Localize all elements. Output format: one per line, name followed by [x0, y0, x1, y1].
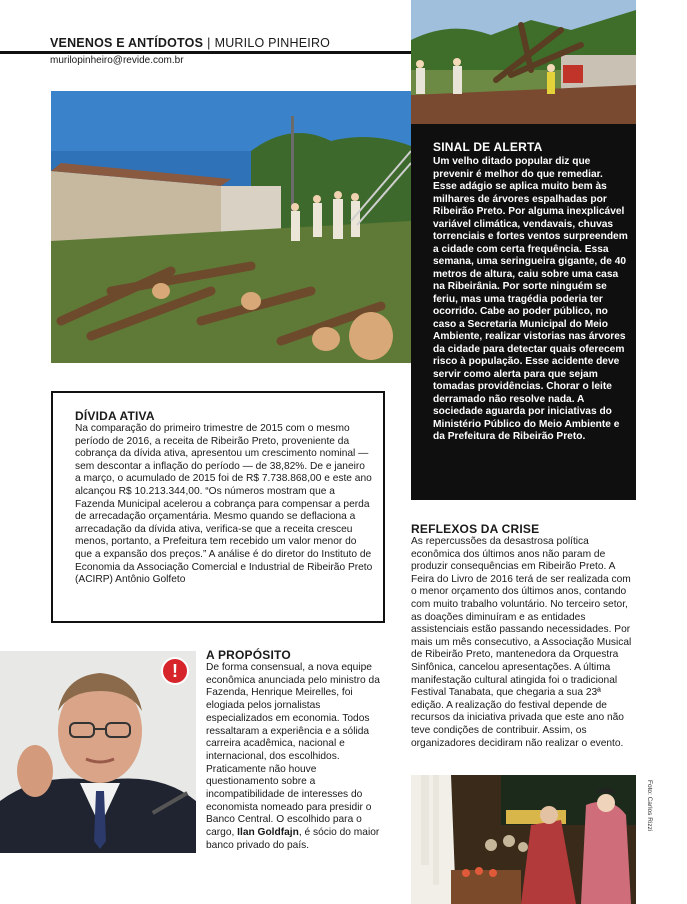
column-name: VENENOS E ANTÍDOTOS	[50, 36, 204, 50]
photo-workers-fallen-tree	[411, 0, 636, 124]
header-rule	[0, 51, 411, 54]
proposito-body-start: De forma consensual, a nova equipe econômica anunciada pelo ministro da Fazenda, Henrique Meirelles, foi elogiada pelos jornalistas especializados em economia. Todos ressaltaram a experiência e a sólida carreira acadêmica, nacional e internacional, dos escolhidos. Praticamente não houve questionamento sobre a incompatibilidade de interesses do economista nomeado para presidir o Banco Central. O escolhido para o cargo,	[206, 662, 380, 839]
author-name: MURILO PINHEIRO	[214, 36, 331, 50]
photo-fallen-tree-house	[51, 91, 411, 363]
author-email[interactable]: murilopinheiro@revide.com.br	[50, 55, 184, 66]
photo-tanabata-festival	[411, 775, 636, 904]
column-header	[50, 36, 330, 50]
debt-box	[51, 391, 385, 623]
debt-title: DÍVIDA ATIVA	[75, 409, 155, 423]
header-separator: |	[207, 36, 211, 50]
proposito-body-end: , é sócio do maior banco privado do país.	[206, 827, 380, 851]
alert-box	[411, 124, 636, 500]
alert-exclamation-icon: !	[161, 657, 189, 685]
proposito-title: A PROPÓSITO	[206, 648, 291, 662]
proposito-body	[206, 662, 384, 853]
debt-body: Na comparação do primeiro trimestre de 2015 com o mesmo período de 2016, a receita de Ribeirão Preto, proveniente da cobrança da dívida ativa, apresentou um crescimento nominal — sem descontar a inflação do período — de 38,82%. De e janeiro a março, o acumulado de 2015 foi de R$ 7.738.868,00 e este ano alcançou R$ 10.213.344,00. “Os números mostram que a Fazenda Municipal acelerou a cobrança para compensar a perda de arrecadação orçamentária. Mesmo quando se deflaciona a arrecadação da dívida ativa, verifica-se que a receita cresceu menos, portanto, a Prefeitura tem recebido um valor menor do que a expansão dos preços.” A análise é do diretor do Instituto de Economia da Associação Comercial e Industrial de Ribeirão Preto (ACIRP) Antônio Golfeto	[75, 423, 373, 586]
crise-body: As repercussões da desastrosa política econômica dos últimos anos não param de produzir consequências em Ribeirão Preto. A Feira do Livro de 2016 terá de ser realizada com o menor orçamento dos últimos anos, contando com muito trabalho voluntário. No terceiro setor, as doações diminuíram e as entidades assistenciais estão passando necessidades. Por mais um mês consecutivo, a Associação Musical de Ribeirão Preto, mantenedora da Orquestra Sinfônica, cancelou apresentações. A última manifestação cultural atingida foi o tradicional Festival Tanabata, que chegaria a sua 23ª edição. A realização do festival depende de recursos da iniciativa privada que este ano não teve condições de contribuir. Assim, os organizadores decidiram não realizar o evento.	[411, 536, 632, 749]
alert-title: SINAL DE ALERTA	[433, 140, 543, 154]
photo-credit: Foto: Carlos Rizzi	[646, 780, 653, 832]
alert-body: Um velho ditado popular diz que prevenir é melhor do que remediar. Esse adágio se aplica muito bem às milhares de árvores espalhadas por Ribeirão Preto. Por alguma inexplicável variável climática, vendavais, chuvas torrenciais e fortes ventos surpreendem a cidade com certa frequência. Essa semana, uma seringueira gigante, de 40 metros de altura, caiu sobre uma casa na Ribeirânia. Por sorte ninguém se feriu, mas uma tragédia poderia ter ocorrido. Cabe ao poder público, no caso a Secretaria Municipal do Meio Ambiente, realizar vistorias nas árvores da cidade para detectar quais oferecem risco à população. Esse acidente deve servir como alerta para que sejam tomadas providências. Chorar o leite derramado não resolve nada. A sociedade aguarda por iniciativas do Ministério Público do Meio Ambiente e da Prefeitura de Ribeirão Preto.	[433, 156, 628, 442]
crise-title: REFLEXOS DA CRISE	[411, 522, 540, 536]
proposito-highlight-name: Ilan Goldfajn	[237, 827, 299, 839]
